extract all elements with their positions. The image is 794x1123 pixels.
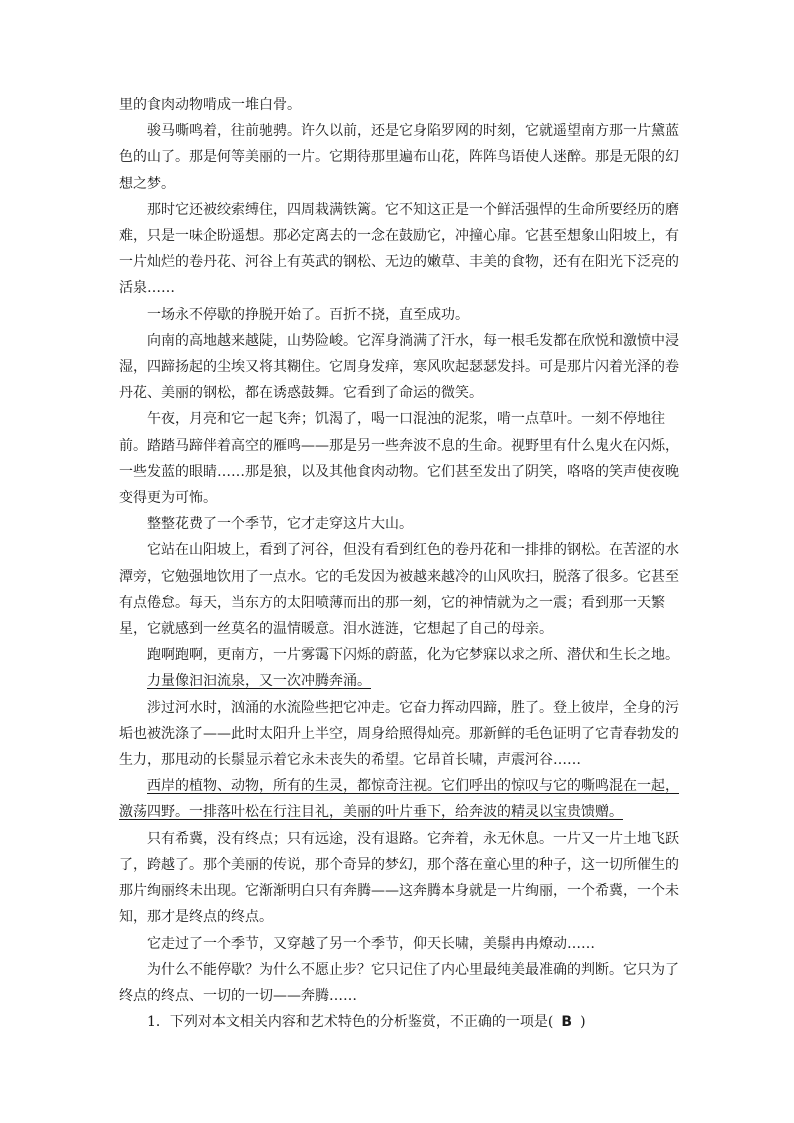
question-answer: B	[561, 1014, 573, 1031]
paragraph	[119, 826, 679, 931]
paragraph	[119, 642, 679, 668]
paragraph-text: 力量像汩汩流泉，又一次冲腾奔涌。	[147, 673, 371, 690]
paragraph-text: 为什么不能停歇？为什么不愿止步？它只记住了内心里最纯美最准确的判断。它只为了终点的终点、一切的一切——奔腾……	[119, 961, 679, 1004]
paragraph-text: 里的食肉动物啃成一堆白骨。	[119, 97, 301, 113]
paragraph-text: 西岸的植物、动物，所有的生灵，都惊奇注视。它们呼出的惊叹与它的嘶鸣混在一起，激荡四野。一排落叶松在行注目礼，美丽的叶片垂下，给奔波的精灵以宝贵馈赠。	[119, 778, 679, 821]
paragraph	[119, 118, 679, 197]
paragraph	[119, 695, 679, 774]
paragraph	[119, 773, 679, 825]
paragraph	[119, 197, 679, 302]
paragraph-text: 只有希冀，没有终点；只有远途，没有退路。它奔着，永无休息。一片又一片土地飞跃了，跨越了。那个美丽的传说，那个奇异的梦幻，那个落在童心里的种子，这一切所催生的那片绚丽终未出现。它渐渐明白只有奔腾——这奔腾本身就是一片绚丽，一个希冀，一个未知，那才是终点的终点。	[119, 830, 679, 926]
paragraph-text: 午夜，月亮和它一起飞奔；饥渴了，喝一口混浊的泥浆，啃一点草叶。一刻不停地往前。踏踏马蹄伴着高空的雁鸣——那是另一些奔波不息的生命。视野里有什么鬼火在闪烁，一些发蓝的眼睛……那是狼，以及其他食肉动物。它们甚至发出了阴笑，咯咯的笑声使夜晚变得更为可怖。	[119, 411, 679, 507]
question-1	[119, 1009, 679, 1035]
question-number: 1．	[147, 1014, 170, 1031]
paragraph	[119, 668, 679, 694]
paragraph-text: 那时它还被绞索缚住，四周栽满铁篱。它不知这正是一个鲜活强悍的生命所要经历的磨难，只是一味企盼遥想。那必定离去的一念在鼓励它，冲撞心扉。它甚至想象山阳坡上，有一片灿烂的卷丹花、河谷上有英武的钢松、无边的嫩草、丰美的食物，还有在阳光下泛亮的活泉……	[119, 201, 679, 297]
paragraph	[119, 931, 679, 957]
paragraph-text: 骏马嘶鸣着，往前驰骋。许久以前，还是它身陷罗网的时刻，它就遥望南方那一片黛蓝色的山了。那是何等美丽的一片。它期待那里遍布山花，阵阵鸟语使人迷醉。那是无限的幻想之梦。	[119, 123, 679, 192]
passage-body	[119, 92, 679, 1009]
paragraph	[119, 511, 679, 537]
question-close: )	[580, 1014, 586, 1031]
question-stem: 下列对本文相关内容和艺术特色的分析鉴赏，不正确的一项是(	[169, 1014, 554, 1031]
paragraph	[119, 537, 679, 642]
paragraph	[119, 406, 679, 511]
paragraph-text: 涉过河水时，汹涌的水流险些把它冲走。它奋力挥动四蹄，胜了。登上彼岸，全身的污垢也被洗涤了——此时太阳升上半空，周身给照得灿亮。那新鲜的毛色证明了它青春勃发的生力，那甩动的长鬃显示着它永未丧失的希望。它昂首长啸，声震河谷……	[119, 699, 679, 769]
paragraph	[119, 328, 679, 407]
paragraph-text: 整整花费了一个季节，它才走穿这片大山。	[147, 516, 413, 533]
paragraph	[119, 302, 679, 328]
paragraph-text: 它站在山阳坡上，看到了河谷，但没有看到红色的卷丹花和一排排的钢松。在苦涩的水潭旁，它勉强地饮用了一点水。它的毛发因为被越来越冷的山风吹扫，脱落了很多。它甚至有点倦怠。每天，当东方的太阳喷薄而出的那一刻，它的神情就为之一震；看到那一天繁星，它就感到一丝莫名的温情暖意。泪水涟涟，它想起了自己的母亲。	[119, 542, 679, 638]
paragraph	[119, 92, 679, 118]
paragraph-text: 跑啊跑啊，更南方，一片雾霭下闪烁的蔚蓝，化为它梦寐以求之所、潜伏和生长之地。	[147, 647, 679, 664]
document-page	[119, 92, 679, 1035]
paragraph-text: 一场永不停歇的挣脱开始了。百折不挠，直至成功。	[147, 306, 469, 323]
paragraph-text: 它走过了一个季节，又穿越了另一个季节，仰天长啸，美鬃冉冉燎动……	[147, 935, 595, 952]
paragraph-text: 向南的高地越来越陡，山势险峻。它浑身淌满了汗水，每一根毛发都在欣悦和激愤中浸湿，四蹄扬起的尘埃又将其糊住。它周身发痒，寒风吹起瑟瑟发抖。可是那片闪着光泽的卷丹花、美丽的钢松，都在诱惑鼓舞。它看到了命运的微笑。	[119, 332, 679, 402]
paragraph	[119, 957, 679, 1009]
